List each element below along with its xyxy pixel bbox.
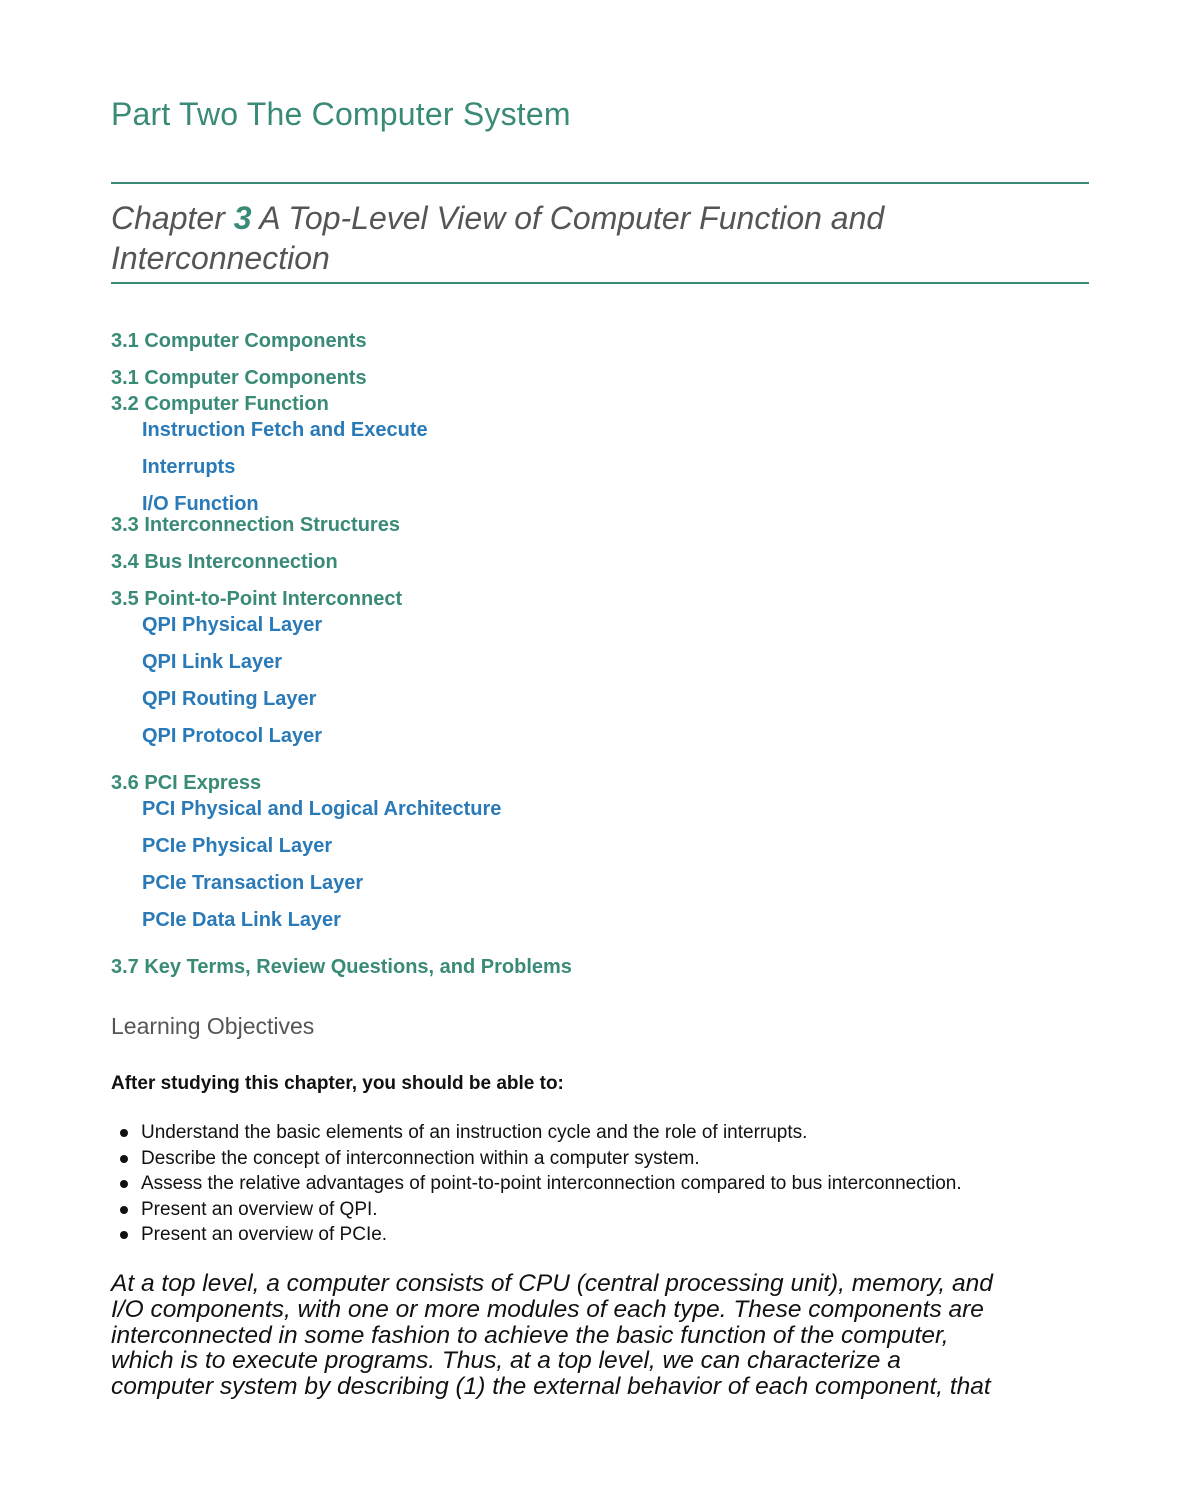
chapter-rule-top	[111, 182, 1089, 184]
bullet-icon	[120, 1180, 128, 1188]
paragraph-line: which is to execute programs. Thus, at a top level, we can characterize a	[111, 1347, 901, 1375]
toc-sub-link[interactable]: I/O Function	[142, 493, 259, 515]
objective-text: Present an overview of QPI.	[141, 1198, 378, 1220]
toc-sub-link[interactable]: PCIe Data Link Layer	[142, 909, 341, 931]
table-of-contents	[111, 328, 1089, 991]
toc-subsections-3-6	[111, 796, 1089, 944]
learning-objectives-heading: Learning Objectives	[111, 1013, 315, 1039]
toc-sub-link[interactable]: QPI Physical Layer	[142, 614, 323, 636]
toc-sub-link[interactable]: PCI Physical and Logical Architecture	[142, 798, 502, 820]
intro-paragraph	[111, 1271, 1089, 1400]
chapter-number: 3	[233, 200, 252, 236]
toc-sub-link[interactable]: QPI Protocol Layer	[142, 725, 323, 747]
part-title: Part Two The Computer System	[111, 96, 571, 132]
toc-link-3-6[interactable]: 3.6 PCI Express	[111, 772, 262, 794]
toc-section-3-5	[111, 586, 1089, 770]
toc-section-3-6	[111, 770, 1089, 954]
paragraph-line: interconnected in some fashion to achieve the basic function of the computer,	[111, 1321, 949, 1349]
toc-link-3-5[interactable]: 3.5 Point-to-Point Interconnect	[111, 588, 403, 610]
learning-objectives-list	[111, 1120, 1089, 1248]
objective-item	[111, 1222, 1089, 1248]
toc-link-3-2[interactable]: 3.1 Computer Components	[111, 367, 367, 389]
chapter-title-line1: A Top-Level View of Computer Function and	[259, 200, 885, 236]
toc-sub-link[interactable]: Instruction Fetch and Execute	[142, 419, 428, 441]
paragraph-line: computer system by describing (1) the external behavior of each component, that	[111, 1373, 991, 1401]
toc-section-3-2	[111, 365, 1089, 515]
learning-objectives-intro: After studying this chapter, you should be able to:	[111, 1073, 564, 1094]
objective-text: Present an overview of PCIe.	[141, 1224, 388, 1246]
paragraph-line: I/O components, with one or more modules of each type. These components are	[111, 1295, 984, 1323]
objective-item	[111, 1171, 1089, 1197]
objective-item	[111, 1120, 1089, 1146]
objective-item	[111, 1197, 1089, 1223]
bullet-icon	[120, 1155, 128, 1163]
toc-sub-link[interactable]: PCIe Physical Layer	[142, 835, 333, 857]
bullet-icon	[120, 1231, 128, 1239]
toc-sub-link[interactable]: QPI Routing Layer	[142, 688, 317, 710]
toc-subsections-3-5	[111, 612, 1089, 760]
toc-sub-link[interactable]: Interrupts	[142, 456, 236, 478]
chapter-rule-bottom	[111, 282, 1089, 284]
toc-section-3-3	[111, 512, 1089, 549]
bullet-icon	[120, 1129, 128, 1137]
toc-sub-link[interactable]: PCIe Transaction Layer	[142, 872, 364, 894]
toc-section-3-7	[111, 954, 1089, 991]
objective-item	[111, 1146, 1089, 1172]
toc-link-3-7[interactable]: 3.7 Key Terms, Review Questions, and Problems	[111, 956, 572, 978]
toc-section-3-4	[111, 549, 1089, 586]
objective-text: Assess the relative advantages of point-to-point interconnection compared to bus interconnection.	[141, 1173, 962, 1195]
chapter-prefix: Chapter	[111, 200, 225, 236]
toc-link-3-2-label[interactable]: 3.2 Computer Function	[111, 393, 329, 415]
toc-link-3-3[interactable]: 3.3 Interconnection Structures	[111, 514, 400, 536]
objective-text: Describe the concept of interconnection within a computer system.	[141, 1147, 700, 1169]
toc-section-3-1	[111, 328, 1089, 365]
toc-link-3-4[interactable]: 3.4 Bus Interconnection	[111, 551, 338, 573]
toc-sub-link[interactable]: QPI Link Layer	[142, 651, 283, 673]
toc-link-3-1[interactable]: 3.1 Computer Components	[111, 330, 367, 352]
chapter-title-line2: Interconnection	[111, 240, 330, 276]
chapter-title	[111, 198, 1011, 278]
paragraph-line: At a top level, a computer consists of CPU (central processing unit), memory, and	[111, 1270, 993, 1297]
objective-text: Understand the basic elements of an instruction cycle and the role of interrupts.	[141, 1122, 808, 1143]
bullet-icon	[120, 1206, 128, 1214]
